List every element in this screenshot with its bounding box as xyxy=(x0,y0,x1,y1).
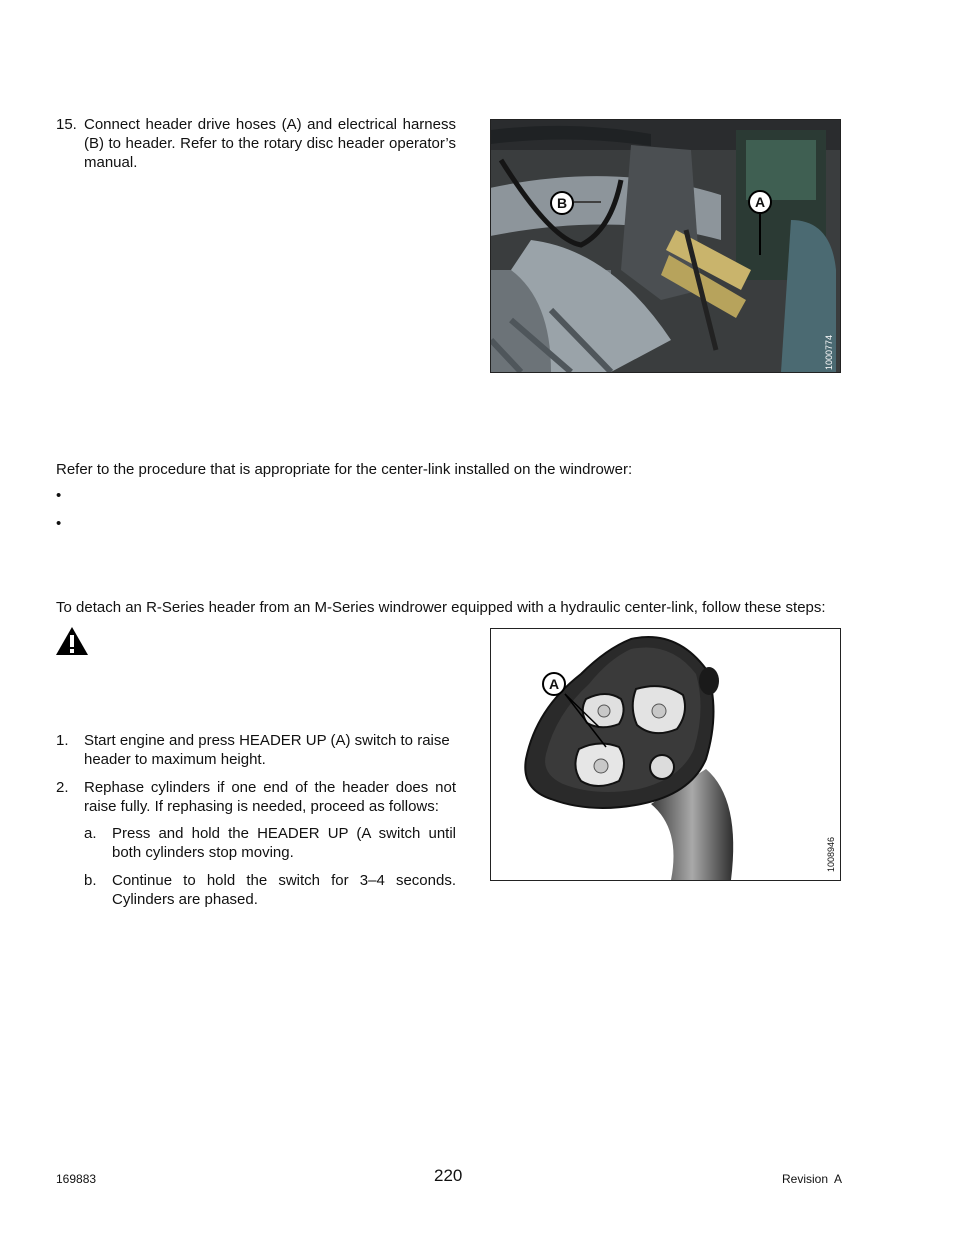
bullet-1: • xyxy=(56,487,62,504)
warning-triangle-icon xyxy=(55,626,89,656)
revision-label: Revision A xyxy=(782,1172,843,1186)
callout-leaders xyxy=(491,120,840,372)
joystick-illustration-frame xyxy=(490,628,841,881)
joystick-illustration xyxy=(491,629,840,880)
hoses-photo xyxy=(490,119,841,373)
doc-number: 169883 xyxy=(56,1172,97,1186)
step-15-text: Connect header drive hoses (A) and electrical harness (B) to header. Refer to the rotary disc header operator’s manual. xyxy=(84,116,456,171)
joystick-callout-a: A xyxy=(542,672,566,696)
substep-a-text: Press and hold the HEADER UP (A switch until both cylinders stop moving. xyxy=(112,825,456,861)
centerlink-intro: Refer to the procedure that is appropriate for the center-link installed on the windrower: xyxy=(56,461,633,478)
step-15-number: 15. xyxy=(56,116,77,133)
step-2-text: Rephase cylinders if one end of the header does not raise fully. If rephasing is needed, proceed as follows: xyxy=(84,779,456,815)
page-number: 220 xyxy=(434,1166,463,1185)
detach-intro: To detach an R-Series header from an M-Series windrower equipped with a hydraulic center-link, follow these steps: xyxy=(56,599,826,616)
bullet-2: • xyxy=(56,515,62,532)
step-2-number: 2. xyxy=(56,779,69,796)
substep-b-letter: b. xyxy=(84,872,97,889)
figure-1-id: 1000774 xyxy=(824,334,834,370)
callout-b: B xyxy=(550,191,574,215)
substep-b-text: Continue to hold the switch for 3–4 seconds. Cylinders are phased. xyxy=(112,872,456,908)
callout-a: A xyxy=(748,190,772,214)
figure-2-id: 1008946 xyxy=(826,836,836,872)
step-1-text: Start engine and press HEADER UP (A) switch to raise header to maximum height. xyxy=(84,732,450,768)
step-1-number: 1. xyxy=(56,732,69,749)
substep-a-letter: a. xyxy=(84,825,97,842)
